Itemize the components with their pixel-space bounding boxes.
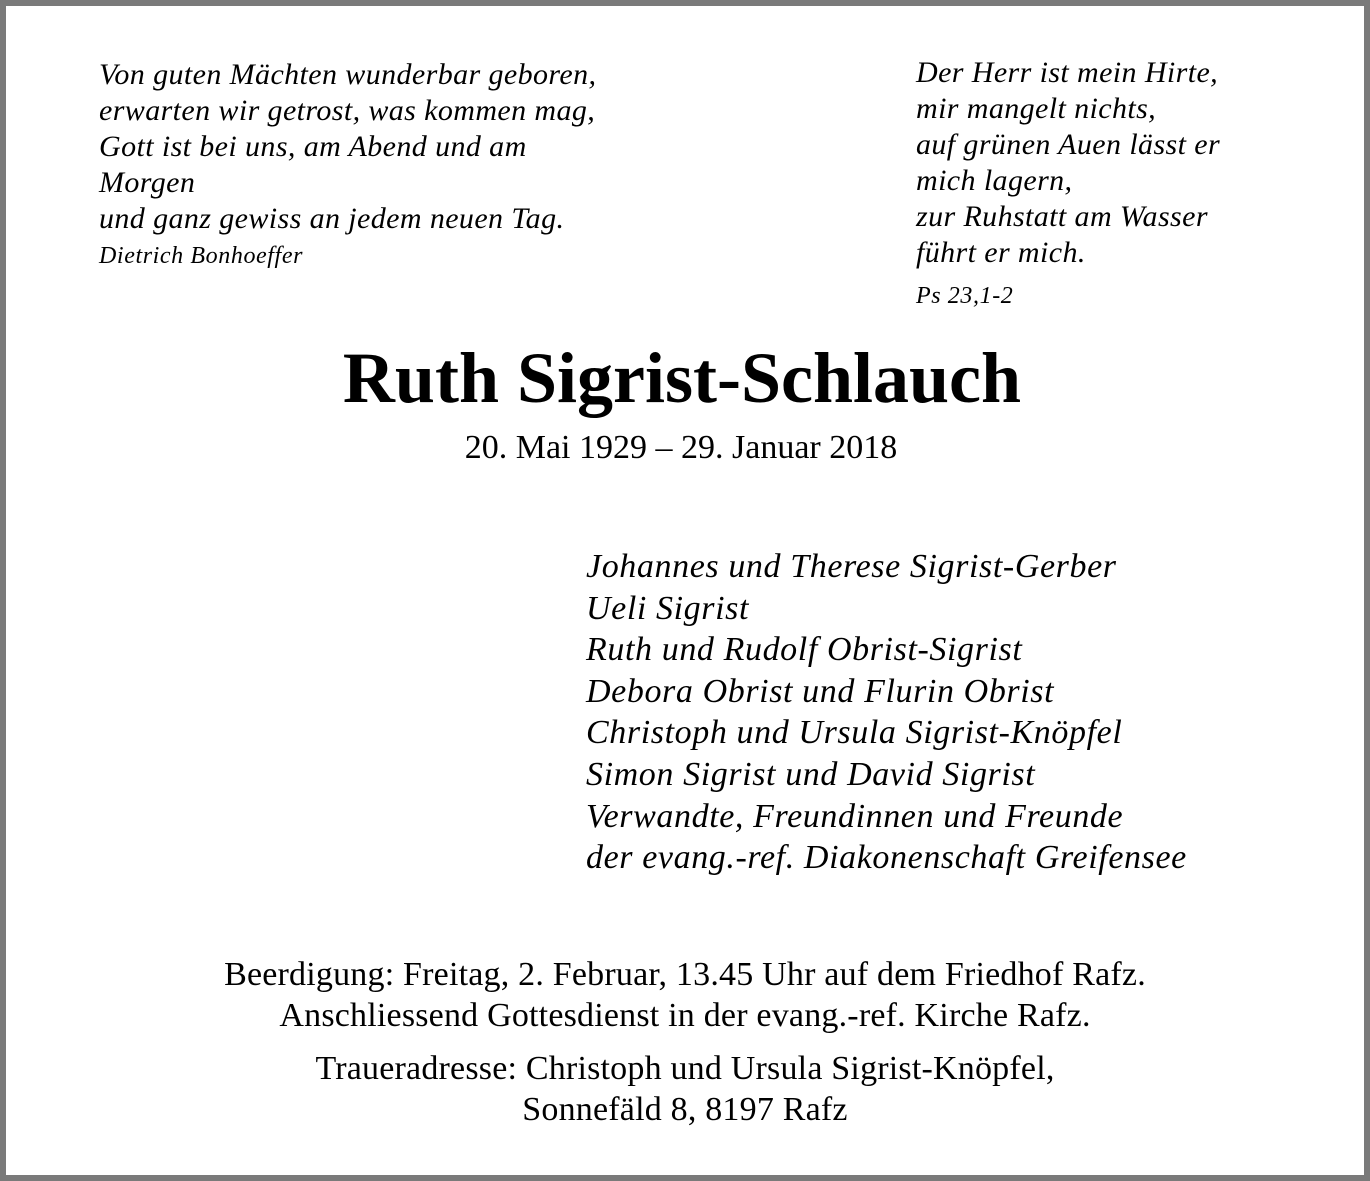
quote-line: führt er mich. [916,236,1086,269]
quote-line: Von guten Mächten wunderbar geboren, [99,58,597,91]
address-line: Sonnefäld 8, 8197 Rafz [522,1091,848,1128]
quote-line: zur Ruhstatt am Wasser [916,200,1208,233]
mourner-entry: der evang.-ref. Diakonenschaft Greifensee [586,839,1187,877]
quote-line: Morgen [99,166,196,199]
mourner-entry: Simon Sigrist und David Sigrist [586,755,1036,793]
address-line: Traueradresse: Christoph und Ursula Sigrist-Knöpfel, [315,1050,1055,1087]
funeral-line: Beerdigung: Freitag, 2. Februar, 13.45 Uhr auf dem Friedhof Rafz. [224,956,1146,993]
quote-line: Gott ist bei uns, am Abend und am [99,130,527,163]
mourner-entry: Christoph und Ursula Sigrist-Knöpfel [586,714,1123,752]
deceased-name: Ruth Sigrist-Schlauch [342,338,1022,418]
quote-attribution: Dietrich Bonhoeffer [99,243,304,269]
quote-line: Der Herr ist mein Hirte, [916,56,1219,89]
psalm-quote [916,55,1336,310]
mourning-address [0,1048,1370,1130]
quote-line: auf grünen Auen lässt er [916,128,1221,161]
life-dates: 20. Mai 1929 – 29. Januar 2018 [464,429,898,466]
funeral-line: Anschliessend Gottesdienst in der evang.-ref. Kirche Rafz. [279,997,1091,1034]
quote-line: erwarten wir getrost, was kommen mag, [99,94,596,127]
quote-line: mich lagern, [916,164,1073,197]
mourner-entry: Johannes und Therese Sigrist-Gerber [586,548,1117,585]
mourner-entry: Ueli Sigrist [586,589,750,627]
mourner-entry: Verwandte, Freundinnen und Freunde [586,797,1124,835]
mourners-list [586,546,1326,879]
funeral-details [0,954,1370,1036]
quote-line: und ganz gewiss an jedem neuen Tag. [99,202,565,235]
mourner-entry: Debora Obrist und Flurin Obrist [586,672,1055,710]
bonhoeffer-quote [99,57,719,270]
mourner-entry: Ruth und Rudolf Obrist-Sigrist [586,631,1023,669]
quote-attribution: Ps 23,1-2 [916,283,1014,309]
quote-line: mir mangelt nichts, [916,92,1157,125]
